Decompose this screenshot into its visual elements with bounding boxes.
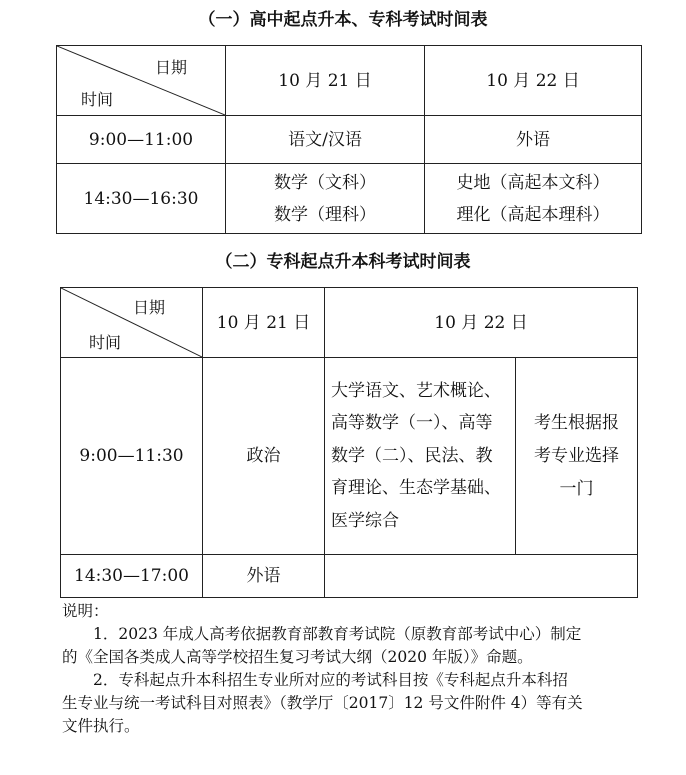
subject-line: 医学综合 [331,510,399,531]
note-1-line-2: 的《全国各类成人高等学校招生复习考试大纲（2020 年版）》命题。 [62,648,533,666]
section2-title: （二）专科起点升本科考试时间表 [215,252,471,272]
table2-day2-header: 10 月 22 日 [325,288,638,358]
time-cell: 9:00—11:30 [61,358,203,555]
table-row [57,164,642,234]
note-line: 考专业选择 [534,445,619,466]
subject-line: 理化（高起本理科） [456,204,610,225]
subject-line: 大学语文、艺术概论、 [331,380,501,401]
subject-cell [425,164,642,234]
diagonal-line [61,288,202,357]
table1-day1-header: 10 月 21 日 [226,46,425,116]
table2-header-row [61,288,638,358]
subject-line: 高等数学（一）、高等 [331,413,493,434]
subject-line: 育理论、生态学基础、 [331,478,501,499]
note-1-line-1: 1．2023 年成人高考依据教育部教育考试院（原教育部考试中心）制定 [93,625,582,643]
subject-cell: 政治 [203,358,325,555]
table1-day2-header: 10 月 22 日 [425,46,642,116]
time-cell: 9:00—11:00 [57,116,226,164]
table2-day1-header: 10 月 21 日 [203,288,325,358]
subject-cell: 外语 [203,555,325,598]
subject-line: 数学（文科） [274,172,376,193]
exam-table-1 [56,45,642,234]
date-label: 日期 [133,298,166,317]
table1-diagonal-header [57,46,226,116]
exam-table-2 [60,287,638,598]
choice-note-cell [516,358,638,555]
notes-heading: 说明： [62,602,109,620]
table2-diagonal-header [61,288,203,358]
empty-cell [325,555,638,598]
date-label: 日期 [155,58,188,77]
subject-line: 数学（理科） [274,204,376,225]
section1-title: （一）高中起点升本、专科考试时间表 [198,10,488,30]
time-cell: 14:30—17:00 [61,555,203,598]
note-2-line-1: 2．专科起点升本科招生专业所对应的考试科目按《专科起点升本科招 [93,671,568,689]
note-line: 考生根据报 [534,412,619,433]
note-line: 一门 [559,478,594,499]
time-label: 时间 [81,90,114,109]
time-cell: 14:30—16:30 [57,164,226,234]
subject-cell: 语文/汉语 [226,116,425,164]
table-row [61,555,638,598]
table-row [57,116,642,164]
subject-cell [226,164,425,234]
table-row [61,358,638,555]
subject-list-cell [325,358,516,555]
subject-line: 数学（二）、民法、教 [331,445,493,466]
notes-section [62,600,646,738]
table1-header-row [57,46,642,116]
note-2-line-3: 文件执行。 [62,717,140,735]
note-2-line-2: 生专业与统一考试科目对照表》（教学厅〔2017〕12 号文件附件 4）等有关 [62,694,583,712]
subject-cell: 外语 [425,116,642,164]
time-label: 时间 [89,333,122,352]
subject-line: 史地（高起本文科） [456,172,610,193]
